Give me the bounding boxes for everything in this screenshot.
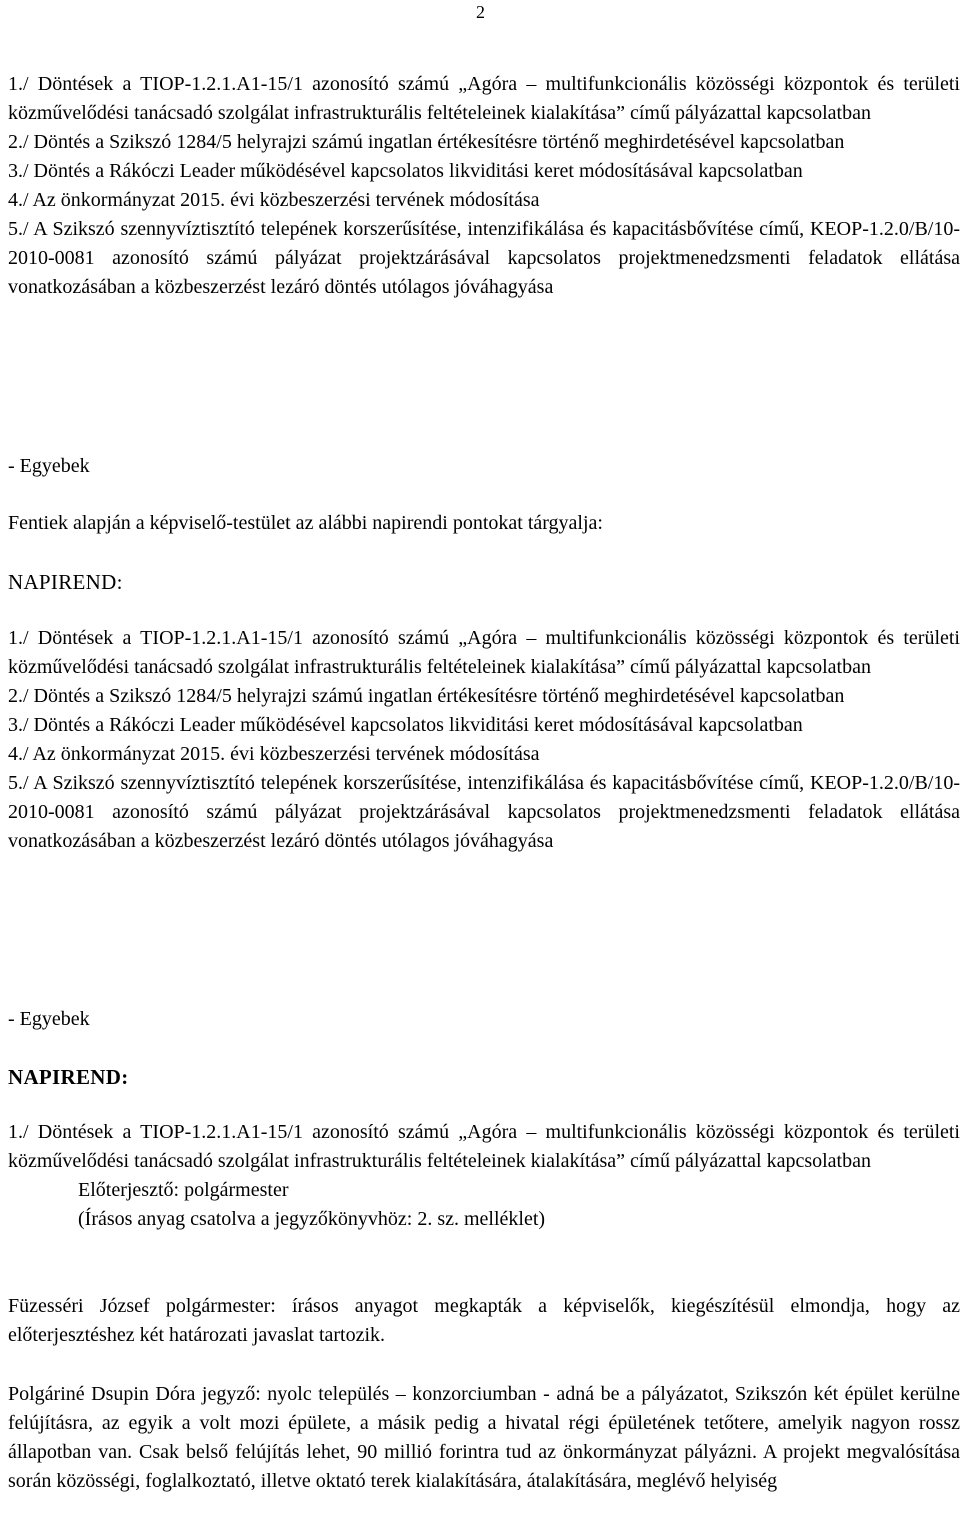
agenda-repeat-list [8,624,960,856]
presenter-line: Előterjesztő: polgármester [78,1179,289,1201]
agenda-item-detail [8,1118,960,1234]
napirend-heading-bold: NAPIREND: [8,1065,129,1089]
agenda-item-4: 4./ Az önkormányzat 2015. évi közbeszerzési tervének módosítása [8,189,540,211]
agenda-repeat-item-1: 1./ Döntések a TIOP-1.2.1.A1-15/1 azonosító számú „Agóra – multifunkcionális közösségi központok és területi közművelődési tanácsadó szolgálat infrastrukturális feltételeinek kialakítása” című pályázattal kapcsolatban [8,627,960,678]
agenda-item-5: 5./ A Szikszó szennyvíztisztító telepének korszerűsítése, intenzifikálása és kapacitásbővítése című, KEOP-1.2.0/B/10-2010-0081 azonosító számú pályázat projektzárásával kapcsolatos projektmenedzsmenti feladatok ellátása vonatkozásában a közbeszerzést lezáró döntés utólagos jóváhagyása [8,218,960,298]
agenda-item-3: 3./ Döntés a Rákóczi Leader működésével kapcsolatos likviditási keret módosításával kapcsolatban [8,160,803,182]
resolution-sentence: Fentiek alapján a képviselő-testület az alábbi napirendi pontokat tárgyalja: [8,512,603,534]
attachment-note: (Írásos anyag csatolva a jegyzőkönyvhöz: 2. sz. melléklet) [78,1208,546,1230]
agenda-repeat-item-2: 2./ Döntés a Szikszó 1284/5 helyrajzi számú ingatlan értékesítésre történő meghirdetésével kapcsolatban [8,685,845,707]
agenda-item-1: 1./ Döntések a TIOP-1.2.1.A1-15/1 azonosító számú „Agóra – multifunkcionális közösségi központok és területi közművelődési tanácsadó szolgálat infrastrukturális feltételeinek kialakítása” című pályázattal kapcsolatban [8,73,960,124]
agenda-item-2: 2./ Döntés a Szikszó 1284/5 helyrajzi számú ingatlan értékesítésre történő meghirdetésével kapcsolatban [8,131,845,153]
agenda-intro-list [8,70,960,302]
page-number: 2 [476,2,485,22]
agenda-repeat-item-3: 3./ Döntés a Rákóczi Leader működésével kapcsolatos likviditási keret módosításával kapcsolatban [8,714,803,736]
agenda-repeat-item-4: 4./ Az önkormányzat 2015. évi közbeszerzési tervének módosítása [8,743,540,765]
agenda-item-1-title: 1./ Döntések a TIOP-1.2.1.A1-15/1 azonosító számú „Agóra – multifunkcionális közösségi központok és területi közművelődési tanácsadó szolgálat infrastrukturális feltételeinek kialakítása” című pályázattal kapcsolatban [8,1121,960,1172]
paragraph-notary: Polgáriné Dsupin Dóra jegyző: nyolc település – konzorciumban - adná be a pályázatot, Szikszón két épület kerülne felújításra, az egyik a volt mozi épülete, a másik pedig a hivatal régi épületének tetőtere, amelyik nagyon rossz állapotban van. Csak belső felújítás lehet, 90 millió forintra tud az önkormányzat pályázni. A projekt megvalósítása során közösségi, foglalkoztató, illetve oktató terek kialakítására, átalakítására, meglévő helyiség [8,1383,960,1492]
misc-label-2: - Egyebek [8,1008,90,1030]
agenda-repeat-item-5: 5./ A Szikszó szennyvíztisztító telepének korszerűsítése, intenzifikálása és kapacitásbővítése című, KEOP-1.2.0/B/10-2010-0081 azonosító számú pályázat projektzárásával kapcsolatos projektmenedzsmenti feladatok ellátása vonatkozásában a közbeszerzést lezáró döntés utólagos jóváhagyása [8,772,960,852]
paragraph-mayor: Füzesséri József polgármester: írásos anyagot megkapták a képviselők, kiegészítésül elmondja, hogy az előterjesztéshez két határozati javaslat tartozik. [8,1295,960,1346]
napirend-heading: NAPIREND: [8,570,123,594]
misc-label: - Egyebek [8,455,90,477]
